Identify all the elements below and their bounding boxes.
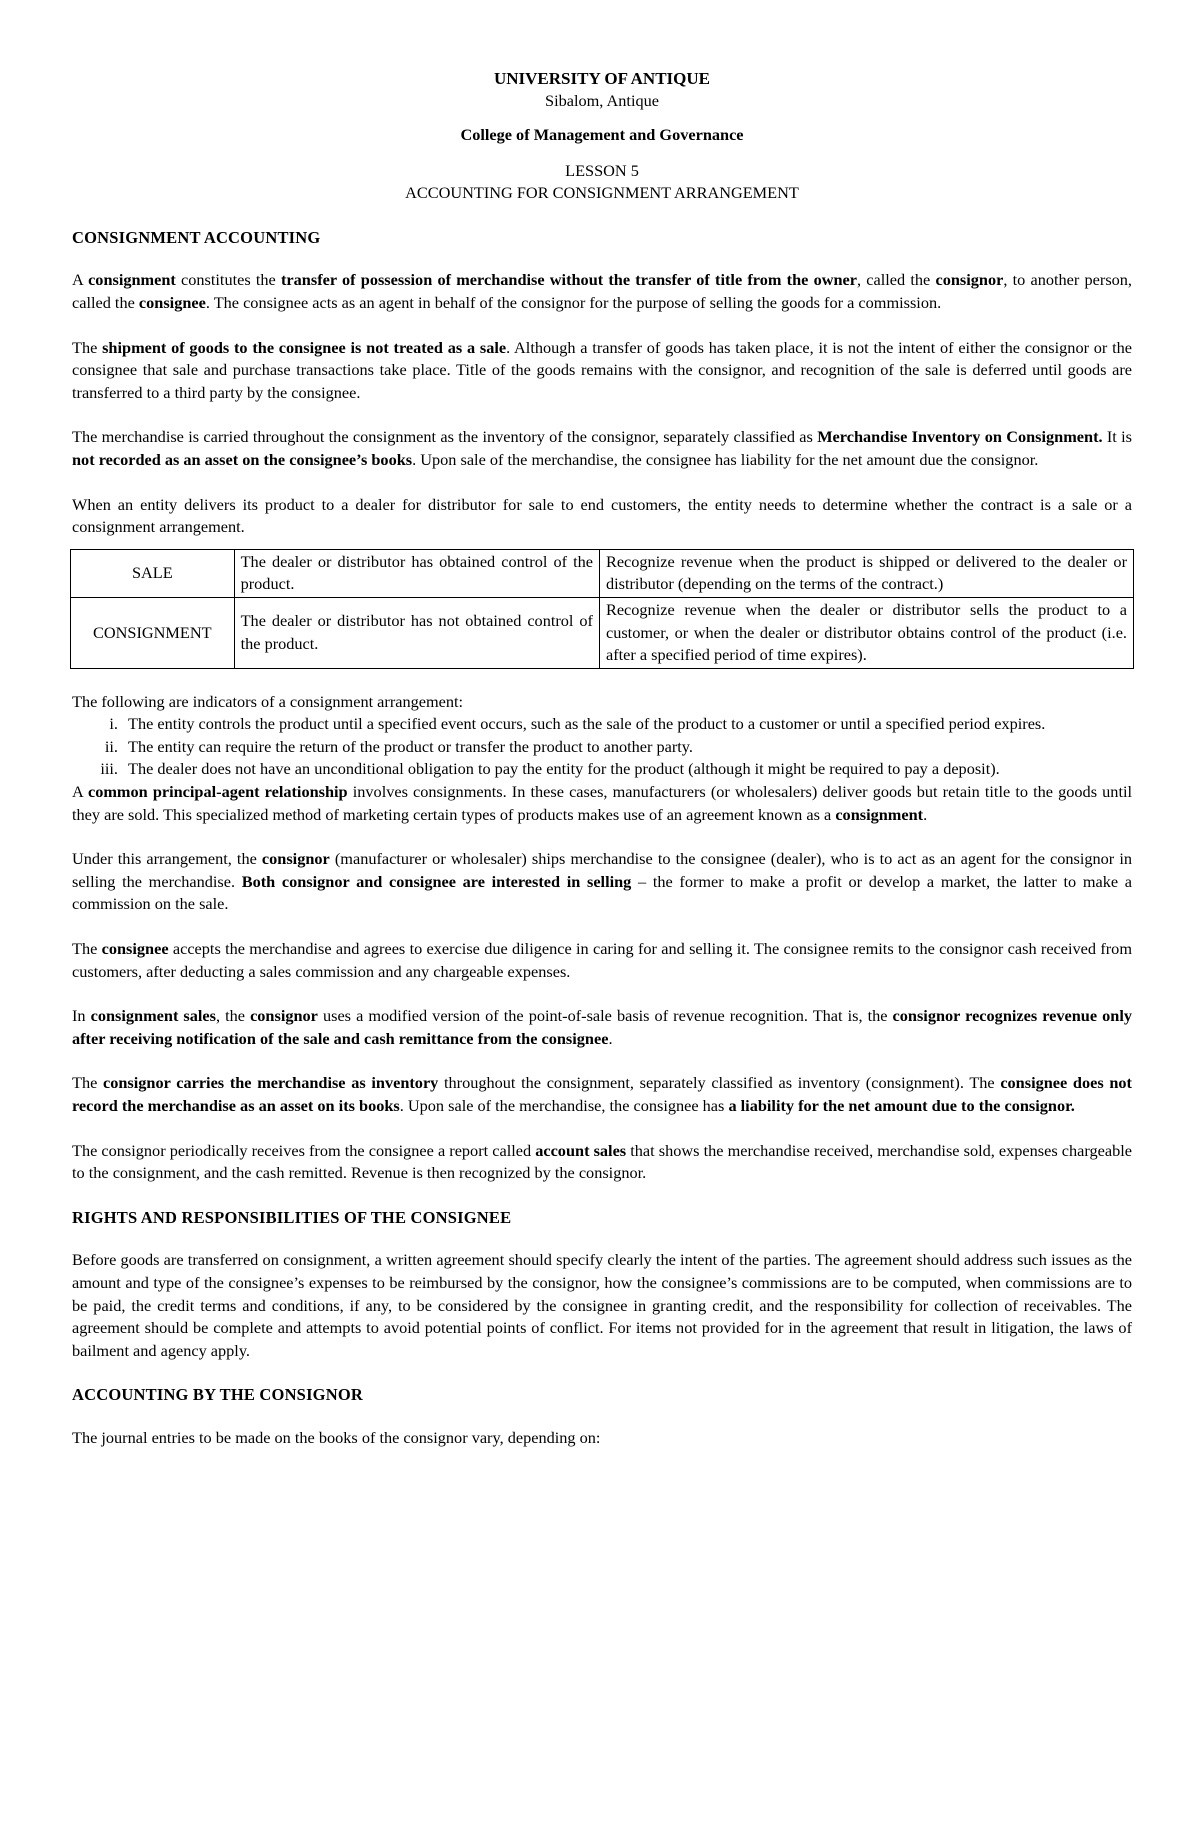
list-item: iii. The dealer does not have an unconditional obligation to pay the entity for the product (although it might be required to pay a deposit). bbox=[100, 759, 1000, 779]
lesson-title: ACCOUNTING FOR CONSIGNMENT ARRANGEMENT bbox=[405, 183, 799, 203]
paragraph-sale-or-consignment: When an entity delivers its product to a dealer for distributor for sale to end customers, the entity needs to determine whether the contract is a sale or a consignment arrangement. bbox=[72, 494, 1132, 537]
sale-vs-consignment-table bbox=[70, 549, 1134, 669]
section-heading-consignor: ACCOUNTING BY THE CONSIGNOR bbox=[72, 1385, 363, 1405]
lesson-number: LESSON 5 bbox=[565, 160, 639, 180]
list-item: i. The entity controls the product until a specified event occurs, such as the sale of the product to a customer or until a specified period expires. bbox=[109, 714, 1046, 734]
table-cell-condition: The dealer or distributor has obtained control of the product. bbox=[234, 549, 599, 597]
paragraph-inventory-carrying: The consignor carries the merchandise as inventory throughout the consignment, separately classified as inventory (consignment). The consignee does not record the merchandise as an asset on its books. Upon sale of the merchandise, the consignee has a liability for the net amount due to the consignor. bbox=[72, 1073, 1132, 1115]
table-cell-label: SALE bbox=[71, 549, 235, 597]
paragraph-merchandise-inventory: The merchandise is carried throughout the consignment as the inventory of the consignor, separately classified as Merchandise Inventory on Consignment. It is not recorded as an asset on the consignee’s books. Upon sale of the merchandise, the consignee has liability for the net amount due the consignor. bbox=[72, 427, 1132, 469]
university-name: UNIVERSITY OF ANTIQUE bbox=[493, 69, 710, 88]
paragraph-consignee-duties: The consignee accepts the merchandise and agrees to exercise due diligence in caring for and selling it. The consignee remits to the consignor cash received from customers, after deducting a sales commission and any chargeable expenses. bbox=[72, 939, 1132, 981]
paragraph-principal-agent: A common principal-agent relationship involves consignments. In these cases, manufacturers (or wholesalers) deliver goods but retain title to the goods until they are sold. This specialized method of marketing certain types of products makes use of an agreement known as a consignment. bbox=[72, 782, 1133, 824]
table-row bbox=[71, 549, 1134, 597]
paragraph-written-agreement: Before goods are transferred on consignment, a written agreement should specify clearly the intent of the parties. The agreement should address such issues as the amount and type of the consignee’s expenses to be reimbursed by the consignor, how the consignee’s commissions are to be computed, when commissions are to be paid, the credit terms and conditions, if any, to be considered by the consignee in granting credit, and the responsibility for collection of receivables. The agreement should be complete and attempts to avoid potential points of conflict. For items not provided for in the agreement that result in litigation, the laws of bailment and agency apply. bbox=[72, 1250, 1132, 1360]
table-cell-label: CONSIGNMENT bbox=[71, 597, 235, 668]
paragraph-arrangement: Under this arrangement, the consignor (manufacturer or wholesaler) ships merchandise to the consignee (dealer), who is to act as an agent for the consignor in selling the merchandise. Both consignor and consignee are interested in selling – the former to make a profit or develop a market, the latter to make a commission on the sale. bbox=[72, 849, 1133, 914]
table-cell-recognition: Recognize revenue when the product is shipped or delivered to the dealer or distributor (depending on the terms of the contract.) bbox=[599, 549, 1133, 597]
table-cell-recognition: Recognize revenue when the dealer or distributor sells the product to a customer, or when the dealer or distributor obtains control of the product (i.e. after a specified period of time expires). bbox=[599, 597, 1133, 668]
list-item: ii. The entity can require the return of the product or transfer the product to another party. bbox=[104, 736, 693, 756]
paragraph-journal-entries: The journal entries to be made on the books of the consignor vary, depending on: bbox=[72, 1427, 601, 1447]
university-location: Sibalom, Antique bbox=[545, 91, 659, 110]
college-name: College of Management and Governance bbox=[460, 125, 744, 144]
table-row bbox=[71, 597, 1134, 668]
table-cell-condition: The dealer or distributor has not obtained control of the product. bbox=[234, 597, 599, 668]
section-heading-rights: RIGHTS AND RESPONSIBILITIES OF THE CONSIGNEE bbox=[72, 1207, 512, 1227]
paragraph-consignment-sales: In consignment sales, the consignor uses a modified version of the point-of-sale basis of revenue recognition. That is, the consignor recognizes revenue only after receiving notification of the sale and cash remittance from the consignee. bbox=[72, 1006, 1133, 1048]
paragraph-account-sales: The consignor periodically receives from the consignee a report called account sales that shows the merchandise received, merchandise sold, expenses chargeable to the consignment, and the cash remitted. Revenue is then recognized by the consignor. bbox=[72, 1140, 1133, 1183]
indicators-list bbox=[72, 713, 1132, 781]
indicators-intro: The following are indicators of a consignment arrangement: bbox=[72, 691, 464, 711]
paragraph-shipment-not-sale: The shipment of goods to the consignee is not treated as a sale. Although a transfer of goods has taken place, it is not the intent of either the consignor or the consignee that sale and purchase transactions take place. Title of the goods remains with the consignor, and recognition of the sale is deferred until goods are transferred to a third party by the consignee. bbox=[72, 337, 1133, 402]
document-page bbox=[72, 68, 1132, 1472]
paragraph-consignment-definition: A consignment constitutes the transfer of possession of merchandise without the transfer of title from the owner, called the consignor, to another person, called the consignee. The consignee acts as an agent in behalf of the consignor for the purpose of selling the goods for a commission. bbox=[72, 270, 1133, 312]
section-heading-consignment-accounting: CONSIGNMENT ACCOUNTING bbox=[72, 227, 321, 247]
